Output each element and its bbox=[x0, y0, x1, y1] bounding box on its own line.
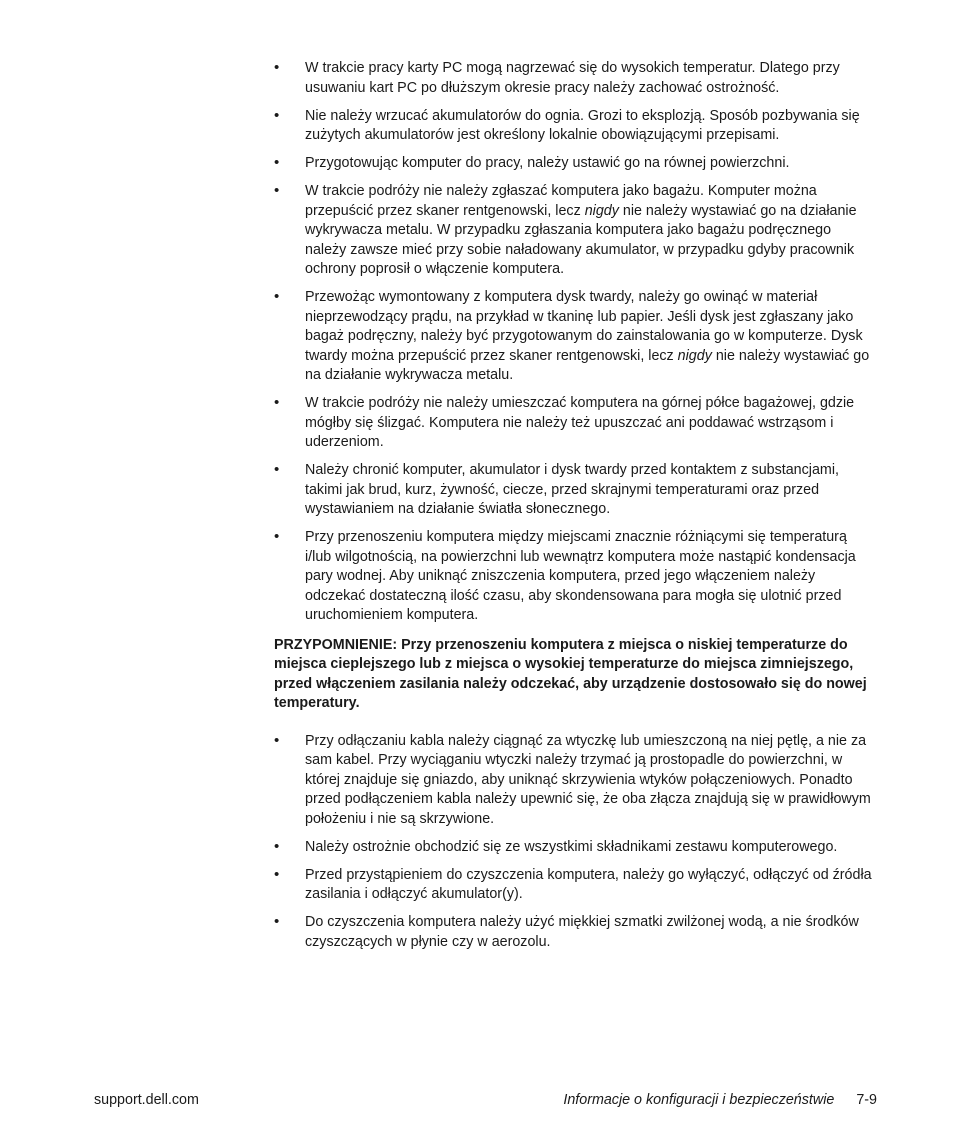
list-item bbox=[274, 59, 874, 98]
footer-section bbox=[563, 1091, 877, 1110]
list-item bbox=[274, 107, 874, 146]
safety-bullet-list-top bbox=[274, 59, 874, 626]
bullet-text bbox=[305, 289, 869, 383]
page-content bbox=[274, 59, 874, 961]
bullet-text bbox=[305, 867, 872, 903]
text-run: Przy przenoszeniu komputera między miejscami znacznie różniącymi się temperaturą i/lub wilgotnością, na powierzchni lub wewnątrz komputera może nastąpić kondensacja pary wodnej. Aby uniknąć zniszczenia komputera, przed jego włączeniem należy odczekać dostateczną ilość czasu, aby skondensowana para mogła się ulotnić przed uruchomieniem komputera. bbox=[305, 529, 856, 623]
list-item bbox=[274, 288, 874, 386]
bullet-text bbox=[305, 60, 840, 96]
bullet-icon: • bbox=[274, 913, 280, 930]
text-run: Należy ostrożnie obchodzić się ze wszystkimi składnikami zestawu komputerowego. bbox=[305, 838, 838, 855]
text-run: Należy chronić komputer, akumulator i dysk twardy przed kontaktem z substancjami, takimi jak brud, kurz, żywność, ciecze, przed skrajnymi temperaturami oraz przed wystawianiem na działanie światła słonecznego. bbox=[305, 462, 839, 517]
bullet-text bbox=[305, 155, 789, 171]
bullet-icon: • bbox=[274, 461, 280, 478]
bullet-text bbox=[305, 183, 857, 277]
reminder-note: PRZYPOMNIENIE: Przy przenoszeniu komputera z miejsca o niskiej temperaturze do miejsca cieplejszego lub z miejsca o wysokiej temperaturze do miejsca zimniejszego, przed włączeniem zasilania należy odczekać, aby urządzenie dostosowało się do nowej temperatury. bbox=[274, 636, 867, 711]
bullet-text bbox=[305, 108, 860, 144]
text-run: nie należy wystawiać go na działanie wykrywacza metalu. W przypadku zgłaszania komputera jako bagażu podręcznego należy zawsze mieć przy sobie naładowany akumulator, w przypadku gdyby pracownik ochrony poprosił o włączenie komputera. bbox=[305, 202, 857, 277]
bullet-icon: • bbox=[274, 865, 280, 883]
list-item bbox=[274, 838, 874, 858]
list-item bbox=[274, 182, 874, 280]
bullet-icon: • bbox=[274, 394, 280, 411]
list-item bbox=[274, 154, 874, 174]
bullet-text bbox=[305, 733, 871, 827]
text-run: Przygotowując komputer do pracy, należy ustawić go na równej powierzchni. bbox=[305, 155, 790, 171]
bullet-icon: • bbox=[274, 837, 280, 855]
text-run: Przewożąc wymontowany z komputera dysk twardy, należy go owinąć w materiał nieprzewodzący prądu, na przykład w tkaninę lub papier. Jeśli dysk jest zgłaszany jako bagaż podręczny, należy być przygotowanym do zainstalowania go w komputerze. Dysk twardy można przepuścić przez skaner rentgenowski, lecz bbox=[305, 289, 863, 364]
safety-bullet-list-bottom bbox=[274, 732, 874, 953]
list-item bbox=[274, 866, 874, 905]
text-run: Nie należy wrzucać akumulatorów do ognia. Grozi to eksplozją. Sposób pozbywania się zużytych akumulatorów jest określony lokalnie obowiązującymi przepisami. bbox=[305, 107, 860, 143]
list-item bbox=[274, 528, 874, 626]
list-item bbox=[274, 394, 874, 453]
bullet-text bbox=[305, 462, 839, 517]
bullet-text bbox=[305, 839, 837, 855]
bullet-icon: • bbox=[274, 731, 280, 749]
emphasis-text: nigdy bbox=[584, 202, 619, 219]
bullet-icon: • bbox=[274, 106, 280, 124]
bullet-icon: • bbox=[274, 182, 280, 199]
text-run: W trakcie podróży nie należy umieszczać komputera na górnej półce bagażowej, gdzie mógłby się ślizgać. Komputera nie należy też upuszczać ani poddawać wstrząsom i uderzeniom. bbox=[305, 395, 855, 450]
bullet-text bbox=[305, 914, 859, 950]
footer-website: support.dell.com bbox=[94, 1092, 199, 1108]
bullet-text bbox=[305, 395, 854, 450]
bullet-icon: • bbox=[274, 288, 280, 305]
list-item bbox=[274, 732, 874, 830]
text-run: W trakcie pracy karty PC mogą nagrzewać się do wysokich temperatur. Dlatego przy usuwaniu kart PC po dłuższym okresie pracy należy zachować ostrożność. bbox=[305, 60, 840, 96]
bullet-icon: • bbox=[274, 528, 280, 545]
text-run: Przy odłączaniu kabla należy ciągnąć za wtyczkę lub umieszczoną na niej pętlę, a nie za sam kabel. Przy wyciąganiu wtyczki należy trzymać ją prostopadle do powierzchni, w której znajduje się gniazdo, aby uniknąć skrzywienia wtyków połączeniowych. Ponadto przed podłączeniem kabla należy upewnić się, że oba złącza znajdują się w prawidłowym położeniu i nie są skrzywione. bbox=[305, 732, 871, 827]
emphasis-text: nigdy bbox=[677, 347, 712, 364]
text-run: nie należy wystawiać go na działanie wykrywacza metalu. bbox=[305, 347, 870, 383]
list-item bbox=[274, 913, 874, 952]
bullet-icon: • bbox=[274, 154, 280, 171]
text-run: Do czyszczenia komputera należy użyć miękkiej szmatki zwilżonej wodą, a nie środków czyszczących w płynie czy w aerozolu. bbox=[305, 914, 859, 950]
list-item bbox=[274, 461, 874, 520]
footer-section-title: Informacje o konfiguracji i bezpieczeństwie bbox=[563, 1092, 835, 1108]
page-number: 7-9 bbox=[856, 1092, 877, 1108]
text-run: W trakcie podróży nie należy zgłaszać komputera jako bagażu. Komputer można przepuścić przez skaner rentgenowski, lecz bbox=[305, 183, 817, 219]
text-run: Przed przystąpieniem do czyszczenia komputera, należy go wyłączyć, odłączyć od źródła zasilania i odłączyć akumulator(y). bbox=[305, 866, 872, 902]
bullet-icon: • bbox=[274, 59, 280, 76]
bullet-text bbox=[305, 529, 856, 623]
